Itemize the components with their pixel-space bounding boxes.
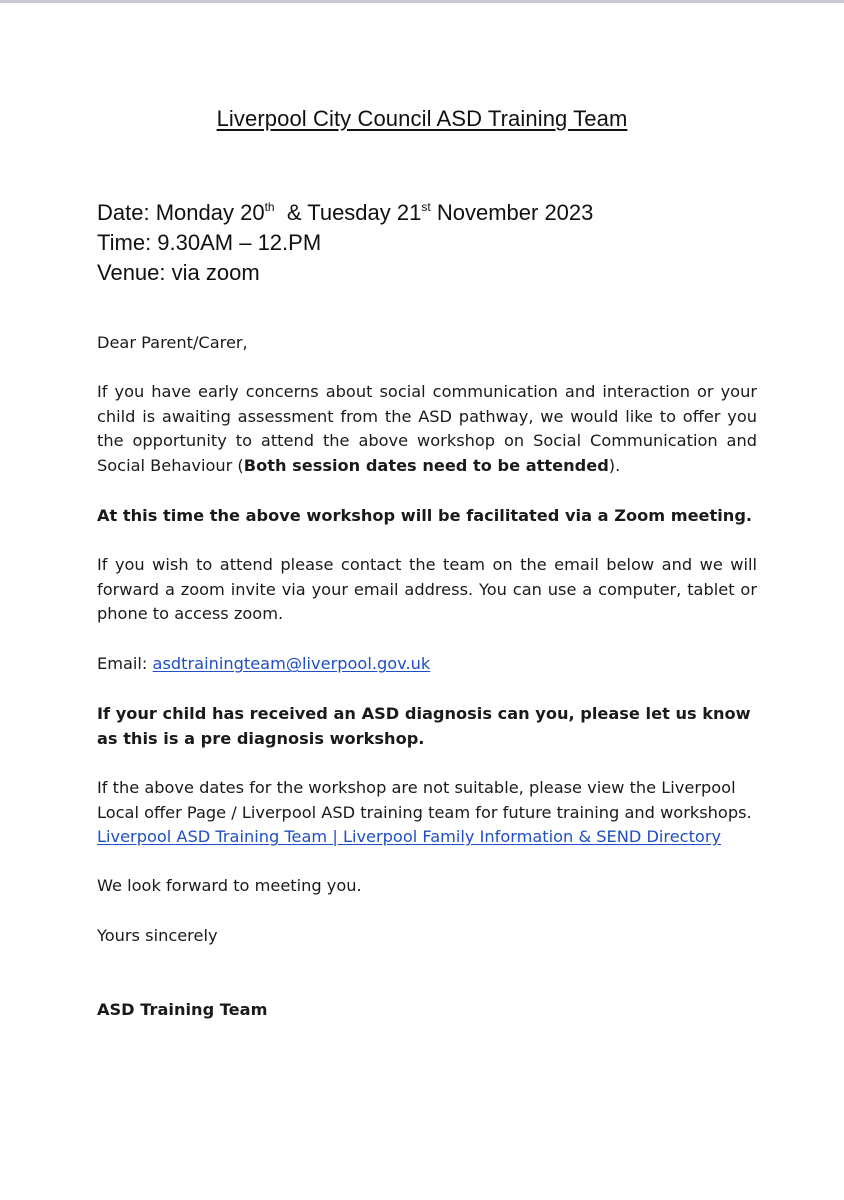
page-title: Liverpool City Council ASD Training Team <box>216 106 628 131</box>
directory-link[interactable]: Liverpool ASD Training Team | Liverpool Family Information & SEND Directory <box>97 827 722 846</box>
alt-dates-line1: If the above dates for the workshop are not suitable, please view the Liverpool <box>97 778 736 797</box>
diagnosis-notice: If your child has received an ASD diagnosis can you, please let us know as this is a pre diagnosis workshop. <box>97 704 751 748</box>
closing-line: We look forward to meeting you. <box>97 876 362 895</box>
day1: Monday 20 <box>155 200 265 225</box>
intro-text: If you have early concerns about social communication and interaction or your child is awaiting assessment from the ASD pathway, we would like to offer you the opportunity to attend the above workshop on Social Communication and Social Behaviour ( <box>97 382 757 475</box>
intro-end: ). <box>608 455 621 475</box>
intro-bold: Both session dates need to be attended <box>243 455 609 475</box>
connector: & Tuesday 21 <box>286 200 422 225</box>
top-border <box>0 0 844 3</box>
email-line <box>97 652 757 677</box>
signoff: Yours sincerely <box>97 926 218 945</box>
day2-suffix: st <box>421 200 431 214</box>
salutation: Dear Parent/Carer, <box>97 333 248 352</box>
signature: ASD Training Team <box>97 1000 268 1019</box>
contact-paragraph: If you wish to attend please contact the team on the email below and we will forward a zoom invite via your email address. You can use a computer, tablet or phone to access zoom. <box>97 555 757 623</box>
email-link[interactable]: asdtrainingteam@liverpool.gov.uk <box>152 654 431 673</box>
month-year: November 2023 <box>436 200 594 225</box>
intro-paragraph <box>97 380 757 478</box>
alt-dates-paragraph <box>97 776 757 850</box>
day1-suffix: th <box>264 200 275 214</box>
zoom-notice: At this time the above workshop will be facilitated via a Zoom meeting. <box>97 506 753 525</box>
email-label: Email: <box>97 654 148 673</box>
alt-dates-line2: Local offer Page / Liverpool ASD training team for future training and workshops. <box>97 802 752 822</box>
date-label: Date: <box>97 200 150 225</box>
event-venue: Venue: via zoom <box>97 260 260 285</box>
event-time: Time: 9.30AM – 12.PM <box>97 230 322 255</box>
event-date <box>97 198 593 228</box>
